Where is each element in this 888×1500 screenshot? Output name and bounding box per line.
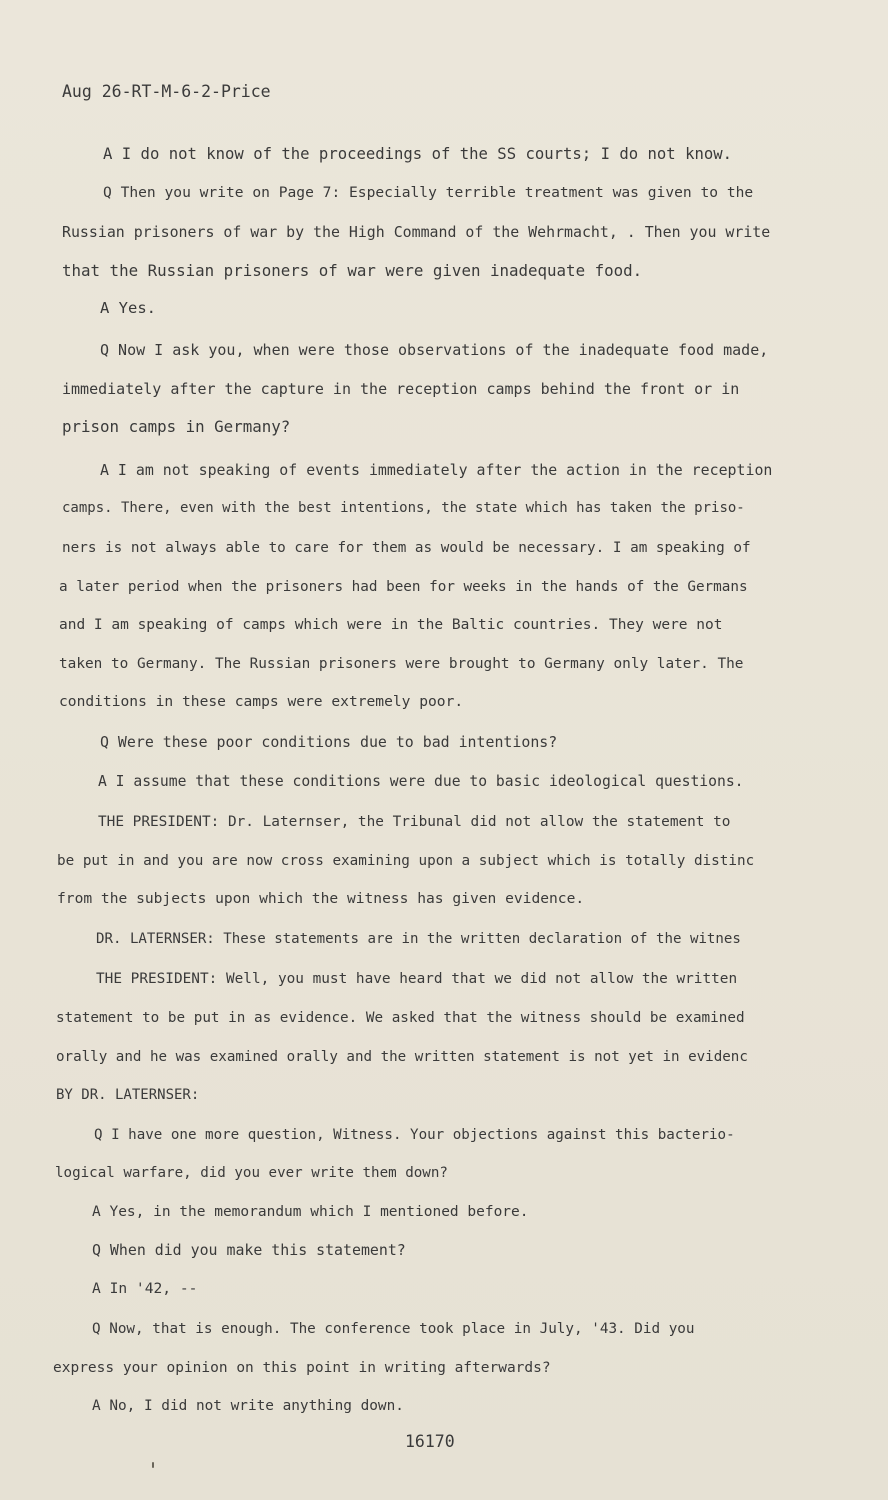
- transcript-line: Q Then you write on Page 7: Especially terrible treatment was given to the: [103, 184, 754, 201]
- transcript-line: immediately after the capture in the reception camps behind the front or in: [62, 380, 740, 398]
- transcript-line: statement to be put in as evidence. We asked that the witness should be examined: [56, 1010, 745, 1026]
- transcript-line: taken to Germany. The Russian prisoners were brought to Germany only later. The: [59, 656, 744, 672]
- transcript-line: orally and he was examined orally and the written statement is not yet in evidenc: [56, 1049, 748, 1065]
- transcript-line: logical warfare, did you ever write them down?: [55, 1165, 448, 1181]
- transcript-line: Q When did you make this statement?: [92, 1241, 406, 1259]
- transcript-line: Q Now, that is enough. The conference took place in July, '43. Did you: [92, 1321, 695, 1337]
- transcript-line: a later period when the prisoners had been for weeks in the hands of the Germans: [59, 579, 748, 595]
- transcript-line: Q Were these poor conditions due to bad intentions?: [100, 733, 558, 751]
- transcript-line: from the subjects upon which the witness has given evidence.: [57, 890, 585, 907]
- transcript-line: camps. There, even with the best intentions, the state which has taken the priso-: [62, 500, 745, 516]
- transcript-line: and I am speaking of camps which were in the Baltic countries. They were not: [59, 617, 723, 633]
- transcript-line: express your opinion on this point in writing afterwards?: [53, 1360, 551, 1376]
- transcript-line: A No, I did not write anything down.: [92, 1398, 404, 1414]
- page-number: 16170: [405, 1432, 455, 1451]
- transcript-line: Russian prisoners of war by the High Command of the Wehrmacht, . Then you write: [62, 223, 771, 241]
- transcript-line: A Yes, in the memorandum which I mentioned before.: [92, 1204, 529, 1220]
- transcript-line: conditions in these camps were extremely poor.: [59, 693, 464, 710]
- transcript-line: Q I have one more question, Witness. Your objections against this bacterio-: [94, 1127, 735, 1143]
- transcript-line: Q Now I ask you, when were those observations of the inadequate food made,: [100, 341, 769, 359]
- transcript-line: A I assume that these conditions were due to basic ideological questions.: [98, 773, 744, 790]
- transcript-line: BY DR. LATERNSER:: [56, 1087, 200, 1103]
- transcript-line: ners is not always able to care for them as would be necessary. I am speaking of: [62, 540, 751, 556]
- transcript-line: THE PRESIDENT: Well, you must have heard that we did not allow the written: [96, 971, 738, 987]
- transcript-line: A In '42, --: [92, 1280, 198, 1297]
- transcript-line: A I am not speaking of events immediately after the action in the reception: [100, 461, 773, 479]
- document-header: Aug 26-RT-M-6-2-Price: [62, 82, 271, 101]
- transcript-line: THE PRESIDENT: Dr. Laternser, the Tribunal did not allow the statement to: [98, 814, 731, 830]
- transcript-line: that the Russian prisoners of war were given inadequate food.: [62, 261, 643, 280]
- transcript-line: be put in and you are now cross examining upon a subject which is totally distinc: [57, 853, 755, 869]
- transcript-line: DR. LATERNSER: These statements are in the written declaration of the witnes: [96, 931, 741, 947]
- transcript-line: prison camps in Germany?: [62, 417, 291, 436]
- transcript-line: A Yes.: [100, 299, 156, 317]
- transcript-line: A I do not know of the proceedings of the SS courts; I do not know.: [103, 145, 733, 163]
- paper-speck: [152, 1462, 154, 1468]
